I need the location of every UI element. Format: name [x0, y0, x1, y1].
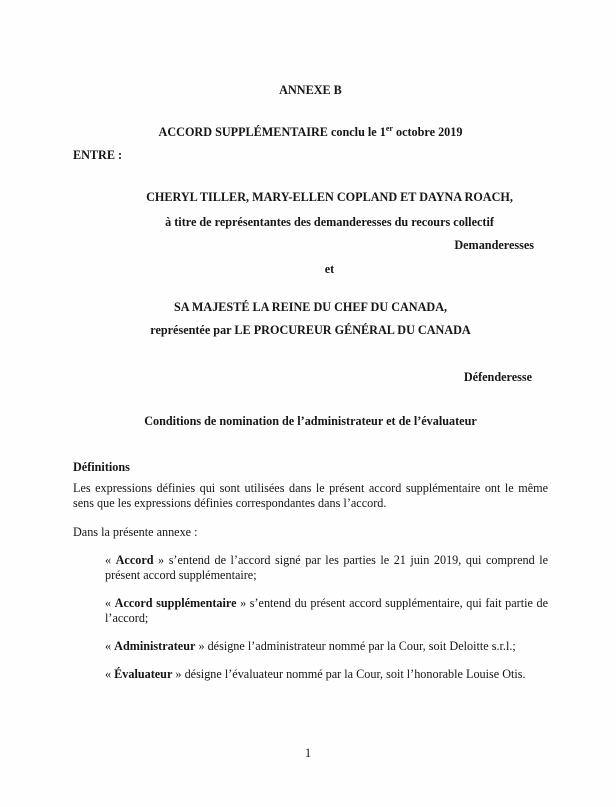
- guillemet-open: «: [105, 596, 115, 610]
- definition-text: s’entend de l’accord signé par les parties le 21 juin 2019, qui comprend le présent accord supplémentaire;: [105, 553, 549, 582]
- guillemet-open: «: [105, 639, 115, 653]
- definition-term: Administrateur: [114, 639, 196, 653]
- section-title: Conditions de nomination de l’administrateur et de l’évaluateur: [144, 414, 477, 428]
- agreement-title-after: octobre 2019: [392, 125, 463, 139]
- agreement-title-superscript: er: [385, 123, 393, 133]
- plaintiff-role-line: à titre de représentantes des demanderesses du recours collectif: [165, 215, 494, 229]
- annexe-intro-line: Dans la présente annexe :: [73, 525, 198, 539]
- defendant-name: SA MAJESTÉ LA REINE DU CHEF DU CANADA,: [173, 300, 448, 314]
- plaintiff-designation: Demanderesses: [454, 238, 534, 252]
- definition-item-evaluateur: [105, 667, 548, 682]
- agreement-title-before: ACCORD SUPPLÉMENTAIRE conclu le 1: [158, 125, 386, 139]
- definition-term: Évaluateur: [114, 667, 173, 681]
- agreement-title: [73, 125, 548, 140]
- plaintiff-names: CHERYL TILLER, MARY-ELLEN COPLAND ET DAYNA ROACH,: [146, 190, 513, 204]
- defendant-representation-line: représentée par LE PROCUREUR GÉNÉRAL DU CANADA: [150, 323, 471, 337]
- definition-item-accord-supplementaire: [105, 596, 548, 626]
- definition-text: s’entend du présent accord supplémentaire, qui fait partie de l’accord;: [105, 596, 548, 625]
- definitions-heading: Définitions: [73, 460, 130, 474]
- guillemet-close: »: [172, 667, 185, 681]
- definition-item-accord: [105, 553, 548, 583]
- definition-term: Accord supplémentaire: [114, 596, 237, 610]
- guillemet-close: »: [195, 639, 208, 653]
- conjunction-et: et: [324, 262, 335, 276]
- definition-term: Accord: [115, 553, 154, 567]
- guillemet-close: »: [153, 553, 169, 567]
- guillemet-open: «: [105, 667, 115, 681]
- page-number: 1: [304, 746, 312, 760]
- annexe-title: ANNEXE B: [279, 83, 342, 97]
- definition-text: désigne l’administrateur nommé par la Cour, soit Deloitte s.r.l.;: [207, 639, 516, 653]
- between-label: ENTRE :: [73, 148, 123, 162]
- guillemet-close: »: [236, 596, 250, 610]
- definition-item-administrateur: [105, 639, 548, 654]
- guillemet-open: «: [105, 553, 116, 567]
- definitions-intro-paragraph: Les expressions définies qui sont utilisées dans le présent accord supplémentaire ont le même sens que les expressions définies correspondantes dans l’accord.: [73, 481, 548, 510]
- defendant-designation: Défenderesse: [463, 370, 532, 384]
- definition-text: désigne l’évaluateur nommé par la Cour, soit l’honorable Louise Otis.: [184, 667, 526, 681]
